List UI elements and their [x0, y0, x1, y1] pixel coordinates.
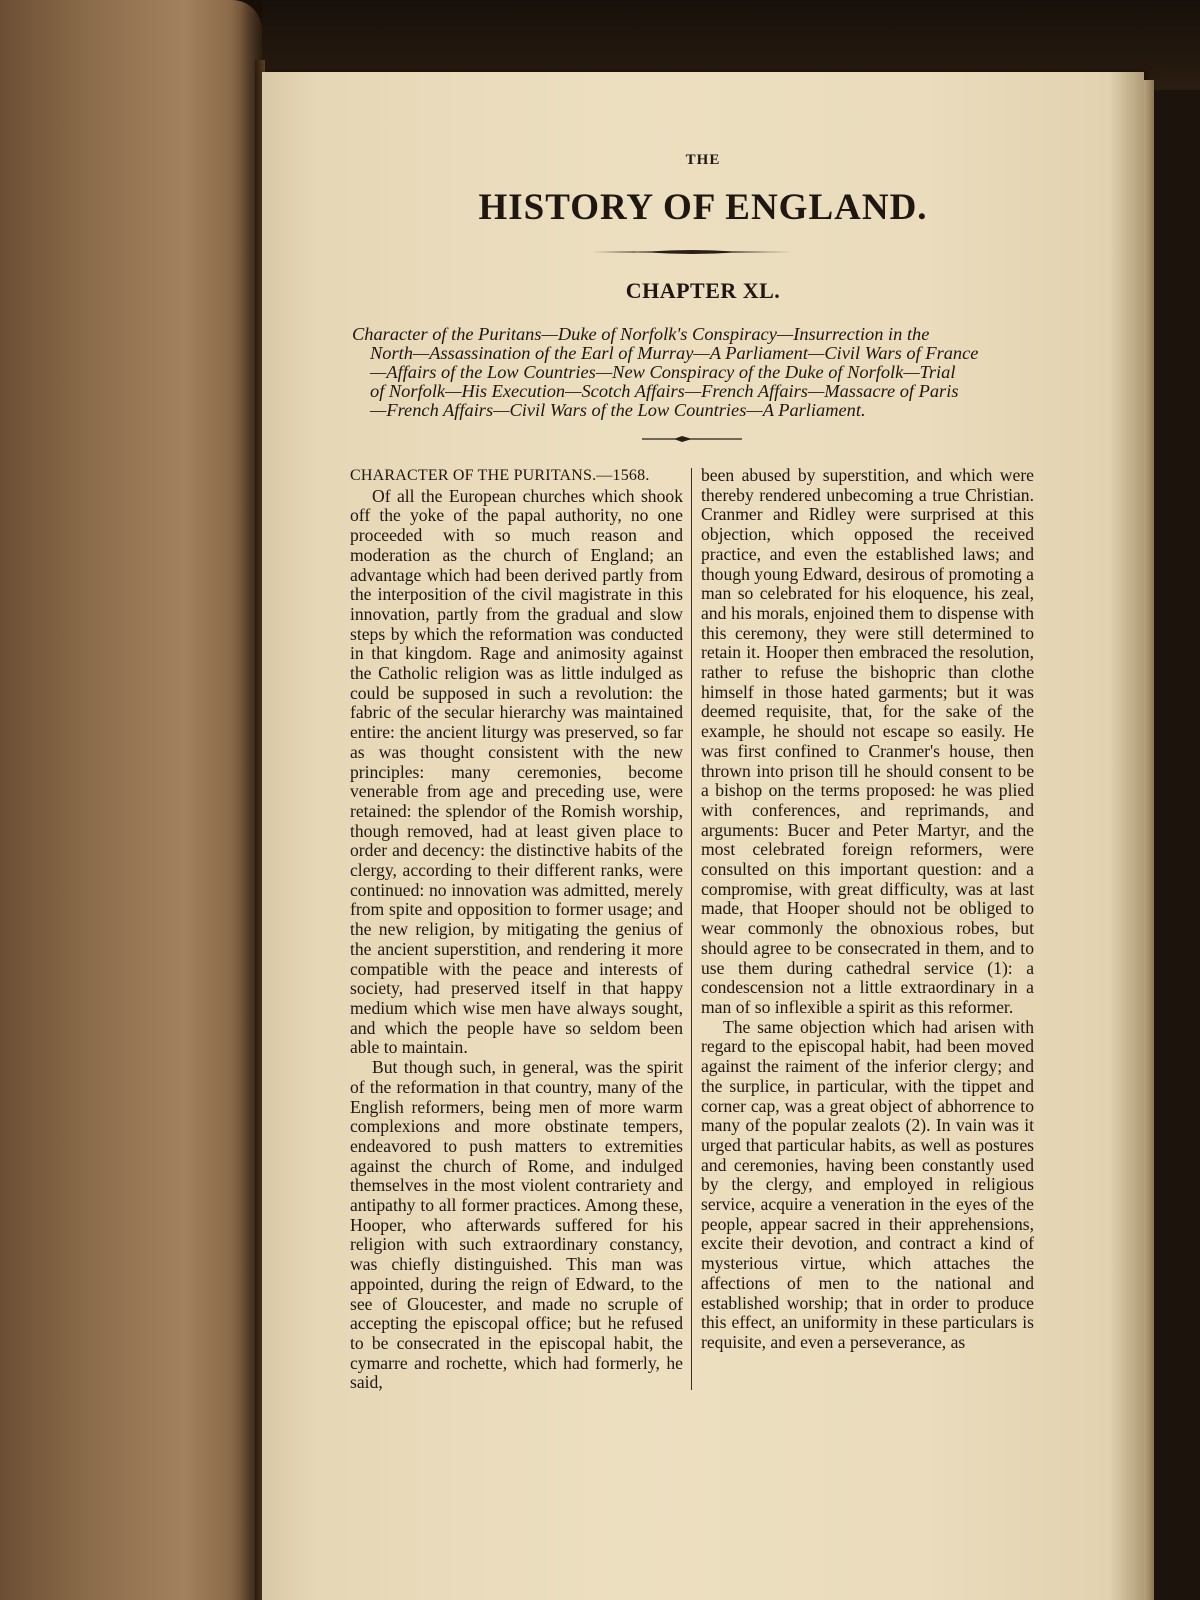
summary-line: North—Assassination of the Earl of Murray—A Parliament—Civil Wars of France: [370, 343, 979, 363]
chapter-summary: [352, 325, 1032, 420]
chapter-title: CHAPTER XL.: [625, 278, 781, 303]
column-divider: [691, 468, 692, 1390]
paragraph: been abused by superstition, and which were thereby rendered unbecoming a true Christian. Cranmer and Ridley were surprised at this objection, which opposed the received practice, and even the established laws; and though young Edward, desirous of promoting a man so celebrated for his eloquence, his zeal, and his morals, enjoined them to dispense with this ceremony, they were still determined to retain it. Hooper then embraced the resolution, rather to refuse the bishopric than clothe himself in those hated garments; but it was deemed requisite, that, for the sake of the example, he should not escape so easily. He was first confined to Cranmer's house, then thrown into prison till he should consent to be a bishop on the terms proposed: he was plied with conferences, and reprimands, and arguments: Bucer and Peter Martyr, and the most celebrated foreign reformers, were consulted on this important question: and a compromise, with great difficulty, was at last made, that Hooper should not be obliged to wear commonly the obnoxious robes, but should agree to be consecrated in them, and to use them during cathedral service (1): a condescension not a little extraordinary in a man of so inflexible a spirit as this reformer.: [701, 465, 1034, 1017]
section-heading: CHARACTER OF THE PURITANS.—1568.: [350, 467, 650, 484]
right-page-edge: [1144, 80, 1154, 1600]
ornamental-rule-top: [592, 248, 792, 256]
summary-line: —French Affairs—Civil Wars of the Low Countries—A Parliament.: [370, 400, 866, 420]
book-title: HISTORY OF ENGLAND.: [478, 187, 928, 228]
text-column-right: [701, 466, 1034, 1396]
left-page-edge: [0, 0, 262, 1600]
text-column-left: [350, 466, 683, 1396]
paragraph: Of all the European churches which shook off the yoke of the papal authority, no one proceeded with so much reason and moderation as the church of England; an advantage which had been derived partly from the interposition of the civil magistrate in this innovation, partly from the gradual and slow steps by which the reformation was conducted in that kingdom. Rage and animosity against the Catholic religion was as little indulged as could be supposed in such a revolution: the fabric of the secular hierarchy was maintained entire: the ancient liturgy was preserved, so far as was thought consistent with the new principles: many ceremonies, become venerable from age and preceding use, were retained: the splendor of the Romish worship, though removed, had at least given place to order and decency: the distinctive habits of the clergy, according to their different ranks, were continued: no innovation was admitted, merely from spite and opposition to former usage; and the new religion, by mitigating the genius of the ancient superstition, and rendering it more compatible with the peace and interests of society, had preserved itself in that happy medium which wise men have always sought, and which the people have so seldom been able to maintain.: [350, 485, 683, 1058]
paragraph: The same objection which had arisen with regard to the episcopal habit, had been moved against the raiment of the inferior clergy; and the surplice, in particular, with the tippet and corner cap, was a great object of abhorrence to many of the popular zealots (2). In vain was it urged that particular habits, as well as postures and ceremonies, having been constantly used by the clergy, and employed in religious service, acquire a veneration in the eyes of the people, appear sacred in their apprehensions, excite their devotion, and contract a kind of mysterious virtue, which attaches the affections of men to the national and established worship; that in order to produce this effect, an uniformity in these particulars is requisite, and even a perseverance, as: [701, 1016, 1034, 1352]
paragraph: But though such, in general, was the spirit of the reformation in that country, many of the English reformers, being men of more warm complexions and more obstinate tempers, endeavored to push matters to extremities against the church of Rome, and indulged themselves in the most violent contrariety and antipathy to all former practices. Among these, Hooper, who afterwards suffered for his religion with such extraordinary constancy, was chiefly distinguished. This man was appointed, during the reign of Edward, to the see of Gloucester, and made no scruple of accepting the episcopal office; but he refused to be consecrated in the episcopal habit, the cymarre and rochette, which had formerly, he said,: [350, 1057, 683, 1393]
summary-line: —Affairs of the Low Countries—New Conspiracy of the Duke of Norfolk—Trial: [370, 362, 956, 382]
summary-line: of Norfolk—His Execution—Scotch Affairs—French Affairs—Massacre of Paris: [370, 381, 959, 401]
ornamental-rule-middle: [642, 434, 742, 444]
pretitle: THE: [685, 152, 721, 168]
summary-line: Character of the Puritans—Duke of Norfolk's Conspiracy—Insurrection in the: [352, 324, 930, 344]
